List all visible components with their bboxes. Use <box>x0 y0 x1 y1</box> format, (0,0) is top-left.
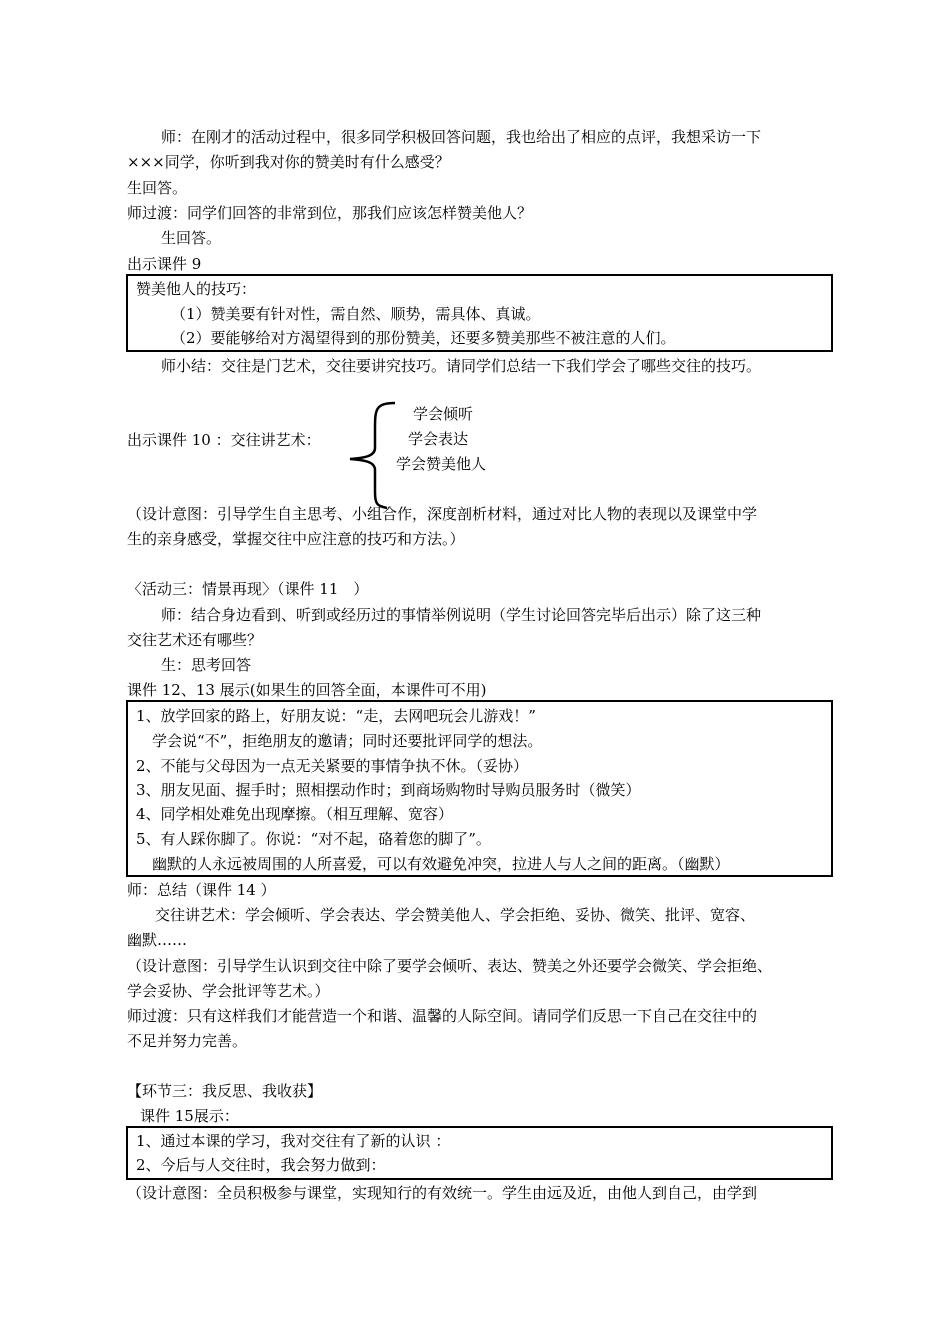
paragraph-teacher-interview: 师：在刚才的活动过程中，很多同学积极回答问题，我也给出了相应的点评，我想采访一下 <box>161 128 762 146</box>
box-item: 2、不能与父母因为一点无关紧要的事情争执不休。（妥协） <box>136 757 529 775</box>
paragraph-line: 幽默…… <box>127 931 188 949</box>
brace-item: 学会赞美他人 <box>396 455 487 473</box>
paragraph-line: 不足并努力完善。 <box>127 1032 248 1050</box>
reflection-box <box>126 1126 833 1180</box>
box-item: 幽默的人永远被周围的人所喜爱，可以有效避免冲突，拉进人与人之间的距离。（幽默） <box>152 855 730 873</box>
paragraph-line: 课件 12、13 展示(如果生的回答全面，本课件可不用) <box>127 681 487 699</box>
paragraph-line: 师：总结（课件 14 ） <box>127 881 276 899</box>
paragraph-line: 出示课件 9 <box>127 255 202 273</box>
box-item: 3、朋友见面、握手时；照相摆动作时；到商场购物时导购员服务时（微笑） <box>136 781 641 799</box>
brace-item: 学会倾听 <box>413 405 474 423</box>
section-heading: 【环节三：我反思、我收获】 <box>127 1082 323 1100</box>
paragraph-line: ×××同学，你听到我对你的赞美时有什么感受？ <box>127 153 450 171</box>
paragraph-line: 师小结：交往是门艺术，交往要讲究技巧。请同学们总结一下我们学会了哪些交往的技巧。 <box>161 357 762 375</box>
paragraph-line: 师：结合身边看到、听到或经历过的事情举例说明（学生讨论回答完毕后出示）除了这三种 <box>161 606 762 624</box>
paragraph-line: 课件 15展示： <box>140 1107 239 1125</box>
box-item: （1）赞美要有针对性，需自然、顺势，需具体、真诚。 <box>171 305 541 323</box>
paragraph-line: 交往艺术还有哪些？ <box>127 631 263 649</box>
box-item: 2、今后与人交往时，我会努力做到： <box>136 1156 386 1174</box>
box-item: 4、同学相处难免出现摩擦。（相互理解、宽容） <box>136 805 454 823</box>
box-item: 学会说“不”，拒绝朋友的邀请；同时还要批评同学的想法。 <box>152 732 543 750</box>
paragraph-line: 生：思考回答 <box>161 656 252 674</box>
paragraph-line: 交往讲艺术：学会倾听、学会表达、学会赞美他人、学会拒绝、妥协、微笑、批评、宽容、 <box>155 906 756 924</box>
box-item: 1、通过本课的学习，我对交往有了新的认识 ： <box>136 1132 451 1150</box>
paragraph-line: 师过渡：同学们回答的非常到位，那我们应该怎样赞美他人？ <box>127 204 533 222</box>
paragraph-line: 师过渡：只有这样我们才能营造一个和谐、温馨的人际空间。请同学们反思一下自己在交往中的 <box>127 1007 758 1025</box>
brace-item: 学会表达 <box>408 430 469 448</box>
paragraph-line: 学会妥协、学会批评等艺术。） <box>127 982 330 1000</box>
scenarios-box <box>126 700 833 877</box>
paragraph-line: （设计意图：全员积极参与课堂，实现知行的有效统一。学生由远及近，由他人到自己，由学到 <box>127 1184 758 1202</box>
box-item: 5、有人踩你脚了。你说：“对不起，硌着您的脚了”。 <box>136 830 491 848</box>
paragraph-line: 生回答。 <box>161 229 222 247</box>
box-item: （2）要能够给对方渴望得到的那份赞美，还要多赞美那些不被注意的人们。 <box>171 329 676 347</box>
box-item: 1、放学回家的路上，好朋友说：“走，去网吧玩会儿游戏！” <box>136 707 536 725</box>
paragraph-line: 生的亲身感受，掌握交往中应注意的技巧和方法。） <box>127 530 465 548</box>
activity-heading: 〈活动三：情景再现〉（课件 11 ） <box>127 580 369 598</box>
paragraph-line: （设计意图：引导学生自主思考、小组合作，深度剖析材料，通过对比人物的表现以及课堂中学 <box>127 505 758 523</box>
paragraph-line: 出示课件 10 ：交往讲艺术： <box>127 431 321 449</box>
box-title: 赞美他人的技巧： <box>136 280 257 298</box>
paragraph-line: 生回答。 <box>127 179 188 197</box>
paragraph-line: （设计意图：引导学生认识到交往中除了要学会倾听、表达、赞美之外还要学会微笑、学会拒绝、 <box>127 957 773 975</box>
praise-skills-box <box>126 274 833 352</box>
